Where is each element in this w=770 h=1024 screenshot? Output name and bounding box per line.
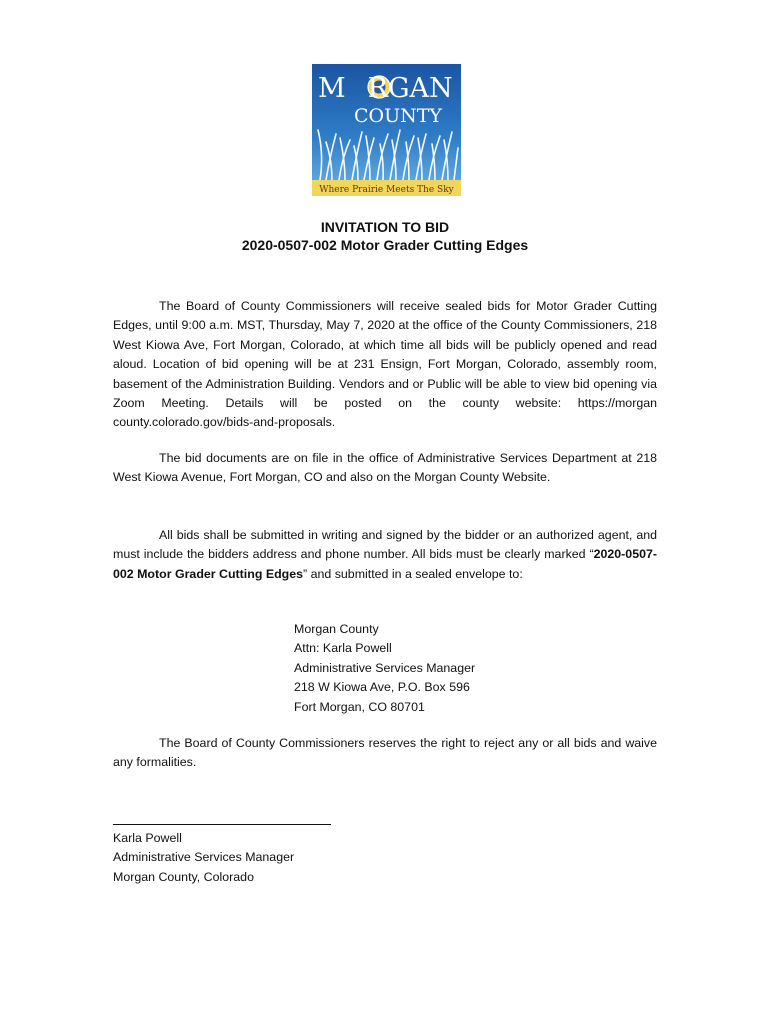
signer-name: Karla Powell <box>113 831 182 845</box>
address-line: Morgan County <box>294 622 379 636</box>
address-line: Administrative Services Manager <box>294 660 476 675</box>
signature-block <box>113 829 294 887</box>
logo-graphic <box>312 64 461 196</box>
document-subtitle: 2020-0507-002 Motor Grader Cutting Edges <box>241 237 529 253</box>
paragraph-submission <box>113 526 657 584</box>
paragraph-bid-documents: The bid documents are on file in the office of Administrative Services Department at 218 West Kiowa Avenue, Fort Morgan, CO and also on the Morgan County Website. <box>113 451 657 485</box>
morgan-county-logo <box>312 64 461 196</box>
paragraph-bid-notice: The Board of County Commissioners will receive sealed bids for Motor Grader Cutting Edges, until 9:00 a.m. MST, Thursday, May 7, 2020 at the office of the County Commissioners, 218 West Kiowa Ave, Fort Morgan, Colorado, at which time all bids will be publicly opened and read aloud. Location of bid opening will be at 231 Ensign, Fort Morgan, Colorado, assembly room, basement of the Administration Building. Vendors and or Public will be able to view bid opening via Zoom Meeting. Details will be posted on the county website: https://morgan county.colorado.gov/bids-and-proposals. <box>113 299 657 430</box>
logo-tagline: Where Prairie Meets The Sky <box>319 185 454 195</box>
submission-text-before: All bids shall be submitted in writing and signed by the bidder or an authorized agent, and must include the bidders address and phone number. All bids must be clearly marked “ <box>113 528 657 562</box>
address-line: Fort Morgan, CO 80701 <box>294 699 425 714</box>
submission-bid-name: 2020-0507-002 Motor Grader Cutting Edges <box>113 547 657 581</box>
submission-text-after: ” and submitted in a sealed envelope to: <box>303 566 523 581</box>
paragraph-reservation: The Board of County Commissioners reserves the right to reject any or all bids and waive any formalities. <box>113 736 657 770</box>
mailing-address <box>294 620 475 717</box>
logo-name-top: M RGAN <box>318 73 453 104</box>
signer-organization: Morgan County, Colorado <box>113 869 254 884</box>
signer-title: Administrative Services Manager <box>113 850 295 865</box>
address-line: Attn: Karla Powell <box>294 641 392 656</box>
address-line: 218 W Kiowa Ave, P.O. Box 596 <box>294 680 470 695</box>
logo-name-bottom: COUNTY <box>354 105 442 127</box>
document-title: INVITATION TO BID <box>320 219 450 235</box>
signature-line <box>113 824 331 825</box>
